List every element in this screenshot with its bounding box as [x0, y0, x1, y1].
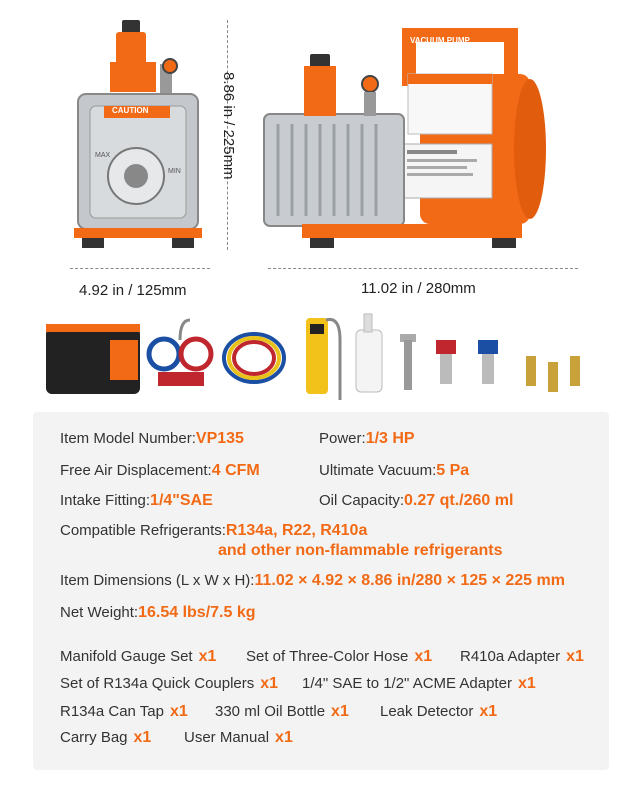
gauge-min-label: MIN [168, 168, 181, 175]
spec-power: Power:1/3 HP [319, 430, 415, 447]
spec-model: Item Model Number:VP135 [60, 430, 244, 447]
included-item: Set of R134a Quick Couplers x1 [60, 675, 279, 692]
brass-adapter-icon [526, 356, 580, 392]
spec-net-weight: Net Weight:16.54 lbs/7.5 kg [60, 604, 256, 621]
caution-label: CAUTION [112, 106, 149, 115]
hose-set-icon [224, 334, 284, 382]
can-tap-icon [400, 334, 416, 390]
height-dimension-label: 8.86 in / 225mm [220, 72, 237, 180]
length-dimension-label: 11.02 in / 280mm [361, 280, 476, 297]
included-item: 1/4" SAE to 1/2" ACME Adapter x1 [302, 675, 536, 692]
spec-item-dimensions: Item Dimensions (L x W x H):11.02 × 4.92 × 8.86 in/280 × 125 × 225 mm [60, 572, 565, 589]
spec-intake-fitting: Intake Fitting:1/4"SAE [60, 492, 213, 509]
included-item: R134a Can Tap x1 [60, 703, 188, 720]
leak-detector-icon [306, 318, 340, 400]
width-dimension-label: 4.92 in / 125mm [79, 282, 187, 299]
accessories-row [40, 310, 600, 405]
spec-refrigerants-line2: and other non-flammable refrigerants [218, 542, 503, 559]
quick-coupler-icon [436, 340, 498, 384]
pump-side-view [262, 14, 547, 254]
spec-refrigerants: Compatible Refrigerants:R134a, R22, R410a [60, 522, 368, 539]
included-item: Manifold Gauge Set x1 [60, 648, 217, 665]
spec-air-displacement: Free Air Displacement:4 CFM [60, 462, 260, 479]
included-item: Carry Bag x1 [60, 729, 152, 746]
pump-front-view [70, 14, 205, 254]
included-item: Set of Three-Color Hose x1 [246, 648, 433, 665]
pump-brand-label: VACUUM PUMP [410, 36, 470, 45]
spec-oil-capacity: Oil Capacity:0.27 qt./260 ml [319, 492, 514, 509]
length-dimension-line [268, 268, 578, 269]
oil-bottle-icon [356, 314, 382, 392]
carry-bag-icon [46, 324, 140, 394]
manifold-gauge-icon [149, 320, 211, 386]
included-item: 330 ml Oil Bottle x1 [215, 703, 349, 720]
included-item: R410a Adapter x1 [460, 648, 584, 665]
included-item: Leak Detector x1 [380, 703, 498, 720]
spec-ultimate-vacuum: Ultimate Vacuum:5 Pa [319, 462, 470, 479]
included-item: User Manual x1 [184, 729, 293, 746]
width-dimension-line [70, 268, 210, 269]
gauge-max-label: MAX [95, 152, 111, 159]
